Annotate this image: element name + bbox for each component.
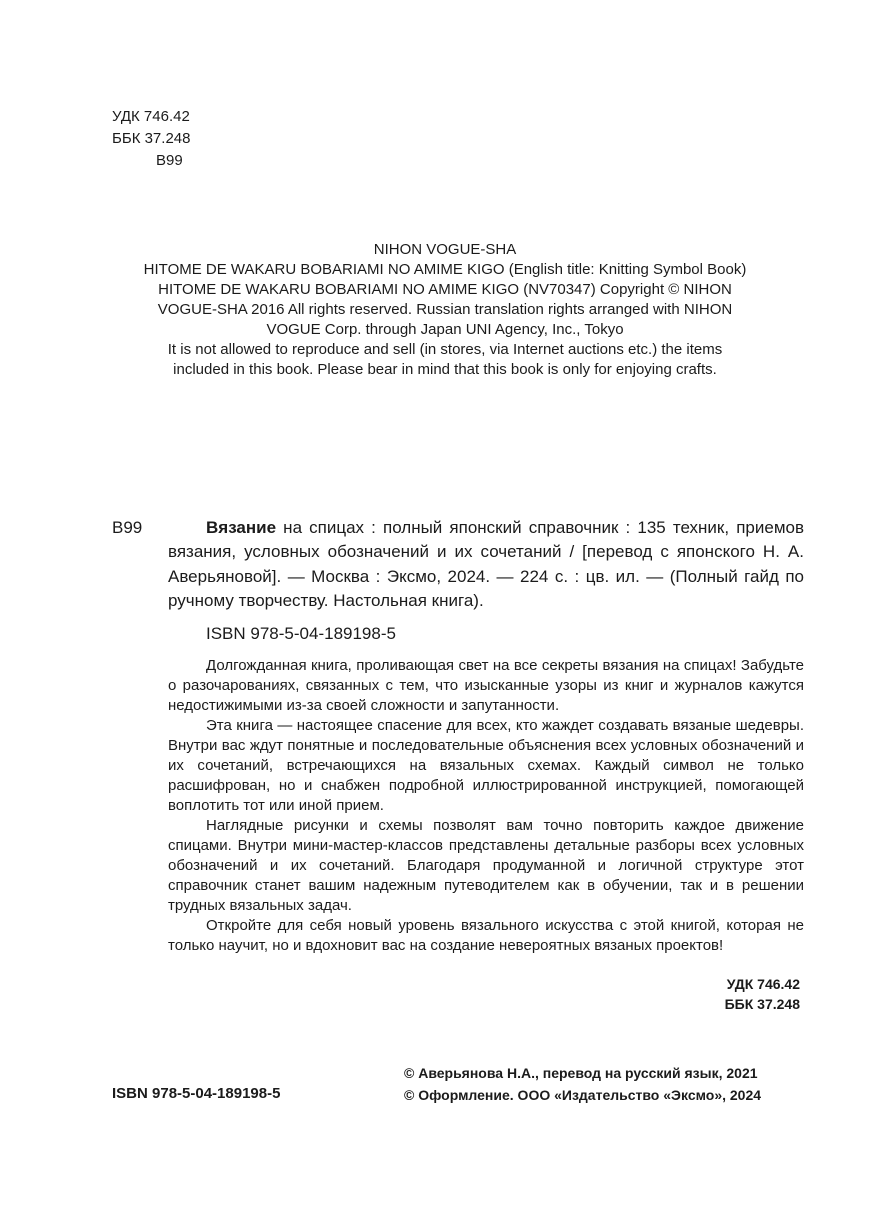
copyright-translation: © Аверьянова Н.А., перевод на русский язык, 2021 [404,1065,758,1081]
english-line: HITOME DE WAKARU BOBARIAMI NO AMIME KIGO (English title: Knitting Symbol Book) [143,261,747,278]
bibliographic-description [168,516,804,613]
copyright-lines [404,1062,761,1106]
annotation-paragraph: Откройте для себя новый уровень вязального искусства с этой книгой, которая не только научит, но и вдохновит вас на создание невероятных вязаных проектов! [168,917,804,954]
english-line: HITOME DE WAKARU BOBARIAMI NO AMIME KIGO (NV70347) Copyright © NIHON [158,281,732,298]
annotation [168,656,804,956]
annotation-paragraph: Наглядные рисунки и схемы позволят вам точно повторить каждое движение спицами. Внутри мини-мастер-классов представлены детальные разборы всех условных обозначений и их сочетаний. Благодаря продуманной и логичной структуре этот справочник станет вашим надежным путеводителем как в обучении, так и в решении трудных вязальных задач. [168,817,804,914]
bbk-code-bottom: ББК 37.248 [724,996,800,1012]
description-text: на спицах : полный японский справочник : 135 техник, приемов вязания, условных обозначений и их сочетаний / [перевод с японского Н. А. Аверьяновой]. — Москва : Эксмо, 2024. — 224 с. : цв. ил. — (Полный гайд по ручному творчеству. Настольная книга). [168,518,804,610]
bbk-code: ББК 37.248 [112,130,191,147]
annotation-paragraph: Долгожданная книга, проливающая свет на все секреты вязания на спицах! Забудьте о разочарованиях, связанных с тем, что изысканные узоры из книг и журналов кажутся недостижимыми из-за своей сложности и запутанности. [168,657,804,714]
english-copyright-block [100,240,790,380]
bottom-classification-codes [600,974,800,1014]
bibliographic-mark: В99 [112,518,143,537]
bibliographic-isbn: ISBN 978-5-04-189198-5 [206,624,396,643]
english-line: included in this book. Please bear in mind that this book is only for enjoying crafts. [173,361,717,378]
author-mark: В99 [156,152,183,169]
udk-code-bottom: УДК 746.42 [726,976,800,992]
english-line: It is not allowed to reproduce and sell (in stores, via Internet auctions etc.) the items [167,341,723,358]
english-line: NIHON VOGUE-SHA [373,241,517,258]
english-line: VOGUE Corp. through Japan UNI Agency, Inc., Tokyo [266,321,624,338]
annotation-paragraph: Эта книга — настоящее спасение для всех, кто жаждет создавать вязаные шедевры. Внутри вас ждут понятные и последовательные объяснения всех условных обозначений и их сочетаний, встречающихся на вязальных схемах. Каждый символ не только расшифрован, но и снабжен подробной иллюстрированной инструкцией, помогающей воплотить тот или иной прием. [168,717,804,814]
udk-code: УДК 746.42 [112,108,190,125]
footer-isbn: ISBN 978-5-04-189198-5 [112,1085,281,1102]
bibliographic-record [168,516,804,613]
book-title: Вязание [206,518,277,537]
copyright-design: © Оформление. ООО «Издательство «Эксмо», 2024 [404,1087,762,1103]
english-line: VOGUE-SHA 2016 All rights reserved. Russian translation rights arranged with NIHON [157,301,733,318]
classification-codes [112,106,190,172]
